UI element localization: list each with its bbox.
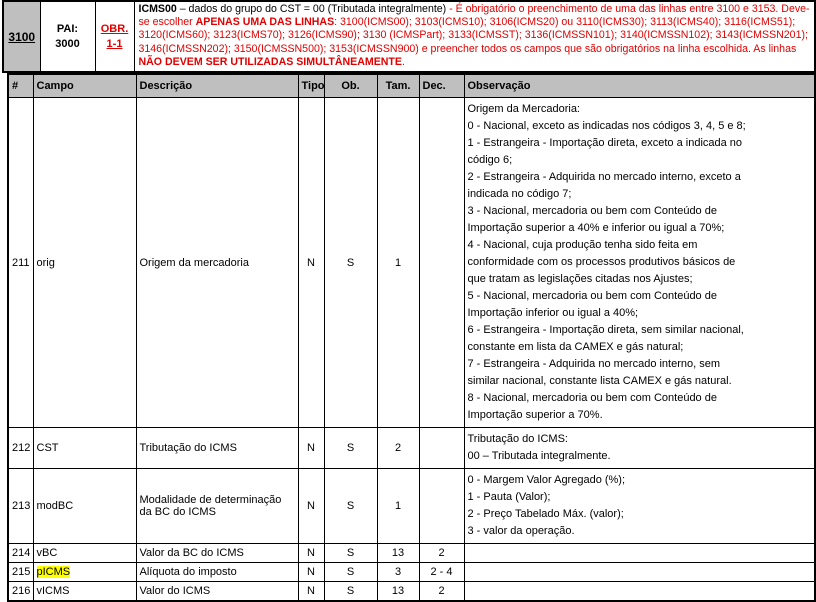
cell-observacao: [464, 563, 815, 582]
cell-descricao: Alíquota do imposto: [136, 563, 298, 582]
cell-dec: 2 - 4: [419, 563, 464, 582]
cell-tipo: N: [298, 428, 324, 469]
cell-observacao: [464, 98, 815, 428]
observacao-line: constante em lista da CAMEX e gás natural;: [467, 341, 684, 354]
cell-tipo: N: [298, 563, 324, 582]
observacao-line: 4 - Nacional, cuja produção tenha sido feita em: [467, 239, 698, 252]
table-row: [8, 563, 815, 582]
cell-tipo: N: [298, 98, 324, 428]
table-row: [8, 428, 815, 469]
parent-group-cell: [40, 1, 95, 72]
cell-dec: [419, 469, 464, 544]
group-desc-black: – dados do grupo do CST = 00 (Tributada integralmente): [176, 3, 450, 15]
fields-table: [7, 73, 816, 602]
cell-dec: 2: [419, 582, 464, 602]
cell-descricao: Tributação do ICMS: [136, 428, 298, 469]
observacao-line: Tributação do ICMS:: [467, 433, 568, 446]
cell-dec: [419, 98, 464, 428]
column-header-num: #: [8, 74, 33, 98]
cell-num: 213: [8, 469, 33, 544]
cell-ob: S: [324, 469, 377, 544]
observacao-line: 0 - Margem Valor Agregado (%);: [467, 474, 626, 487]
group-header: [2, 0, 816, 73]
cell-ob: S: [324, 98, 377, 428]
cell-tam: 1: [377, 469, 419, 544]
group-description: [134, 1, 815, 72]
column-header-row: [8, 74, 815, 98]
group-desc-red-2: : 3100(ICMS00); 3103(ICMS10); 3106(ICMS20) ou 3110(ICMS30); 3113(ICMS40); 3116(ICMS51); 3120(ICMS60); 3123(ICMS70); 3126(ICMS90); 3130 (ICMSPart); 3133(ICMSST); 3136(ICMSSN101); 3140(ICMSSN102); 3143(ICMSSN201); 3146(ICMSSN202); 3150(ICMSSN500); 3153(ICMSSN900) e preencher todos os campos que são obrigatórios na linha escolhida. As linhas: [138, 16, 808, 55]
column-header-dec: Dec.: [419, 74, 464, 98]
table-row: [8, 98, 815, 428]
group-desc-red-1: - É obrigatório o preenchimento de uma das linhas entre 3100 e 3153. Deve-se escolher: [138, 3, 810, 29]
observacao-line: código 6;: [467, 154, 513, 167]
obr-value: 1-1: [106, 37, 123, 50]
table-row: [8, 544, 815, 563]
observacao-line: 3 - Nacional, mercadoria ou bem com Conteúdo de: [467, 205, 717, 218]
cell-num: 216: [8, 582, 33, 602]
cell-ob: S: [324, 428, 377, 469]
cell-campo: vICMS: [33, 582, 136, 602]
table-body: [8, 98, 815, 602]
cell-tam: 13: [377, 544, 419, 563]
cell-dec: 2: [419, 544, 464, 563]
cell-tam: 3: [377, 563, 419, 582]
observacao-line: indicada no código 7;: [467, 188, 572, 201]
cell-observacao: [464, 544, 815, 563]
cell-ob: S: [324, 544, 377, 563]
cell-tipo: N: [298, 544, 324, 563]
cell-campo: modBC: [33, 469, 136, 544]
cell-num: 212: [8, 428, 33, 469]
obr-label: OBR.: [100, 22, 129, 35]
group-desc-red-bold-1: APENAS UMA DAS LINHAS: [195, 16, 335, 29]
column-header-observacao: Observação: [464, 74, 815, 98]
observacao-line: Importação inferior ou igual a 40%;: [467, 307, 639, 320]
cell-num: 215: [8, 563, 33, 582]
group-id-cell: [3, 1, 40, 72]
group-name: ICMS00: [138, 3, 177, 15]
group-desc-red-3: .: [401, 55, 405, 68]
cell-num: 214: [8, 544, 33, 563]
cell-campo: [33, 563, 136, 582]
observacao-line: Importação superior a 70%.: [467, 409, 603, 422]
observacao-line: 2 - Estrangeira - Adquirida no mercado interno, exceto a: [467, 171, 741, 184]
table-row: [8, 469, 815, 544]
cell-ob: S: [324, 563, 377, 582]
observacao-line: 7 - Estrangeira - Adquirida no mercado interno, sem: [467, 358, 721, 371]
cell-descricao: Valor do ICMS: [136, 582, 298, 602]
cell-tam: 1: [377, 98, 419, 428]
group-desc-red-bold-2: NÃO DEVEM SER UTILIZADAS SIMULTÂNEAMENTE: [138, 55, 402, 68]
cell-observacao: [464, 469, 815, 544]
cell-campo: orig: [33, 98, 136, 428]
observacao-line: 2 - Preço Tabelado Máx. (valor);: [467, 508, 624, 521]
observacao-line: 6 - Estrangeira - Importação direta, sem similar nacional,: [467, 324, 744, 337]
pai-value: 3000: [55, 37, 80, 50]
column-header-descricao: Descrição: [136, 74, 298, 98]
cell-tipo: N: [298, 582, 324, 602]
cell-tam: 2: [377, 428, 419, 469]
observacao-line: Importação superior a 40% e inferior ou igual a 70%;: [467, 222, 725, 235]
group-header-row: [3, 1, 815, 72]
cell-ob: S: [324, 582, 377, 602]
cell-observacao: [464, 582, 815, 602]
column-header-tam: Tam.: [377, 74, 419, 98]
observacao-line: que tratam as legislações citadas nos Ajustes;: [467, 273, 693, 286]
cell-observacao: [464, 428, 815, 469]
cell-descricao: Modalidade de determinação da BC do ICMS: [136, 469, 298, 544]
cell-dec: [419, 428, 464, 469]
column-header-campo: Campo: [33, 74, 136, 98]
observacao-line: conformidade com os processos produtivos básicos de: [467, 256, 736, 269]
observacao-line: similar nacional, constante lista CAMEX e gás natural.: [467, 375, 732, 388]
cell-tipo: N: [298, 469, 324, 544]
cell-descricao: Origem da mercadoria: [136, 98, 298, 428]
column-header-ob: Ob.: [324, 74, 377, 98]
highlighted-field-name: pICMS: [36, 566, 71, 579]
column-header-tipo: Tipo: [298, 74, 324, 98]
cell-campo: CST: [33, 428, 136, 469]
observacao-line: 1 - Pauta (Valor);: [467, 491, 551, 504]
table-row: [8, 582, 815, 602]
observacao-line: 5 - Nacional, mercadoria ou bem com Conteúdo de: [467, 290, 717, 303]
observacao-line: 1 - Estrangeira - Importação direta, exceto a indicada no: [467, 137, 743, 150]
observacao-line: 00 – Tributada integralmente.: [467, 450, 611, 463]
cell-campo: vBC: [33, 544, 136, 563]
cell-tam: 13: [377, 582, 419, 602]
observacao-line: Origem da Mercadoria:: [467, 103, 580, 116]
group-id: 3100: [8, 29, 36, 44]
observacao-line: 8 - Nacional, mercadoria ou bem com Conteúdo de: [467, 392, 717, 405]
obr-cell: [95, 1, 134, 72]
cell-descricao: Valor da BC do ICMS: [136, 544, 298, 563]
observacao-line: 3 - valor da operação.: [467, 525, 575, 538]
cell-num: 211: [8, 98, 33, 428]
pai-label: PAI:: [56, 22, 79, 35]
observacao-line: 0 - Nacional, exceto as indicadas nos códigos 3, 4, 5 e 8;: [467, 120, 746, 133]
